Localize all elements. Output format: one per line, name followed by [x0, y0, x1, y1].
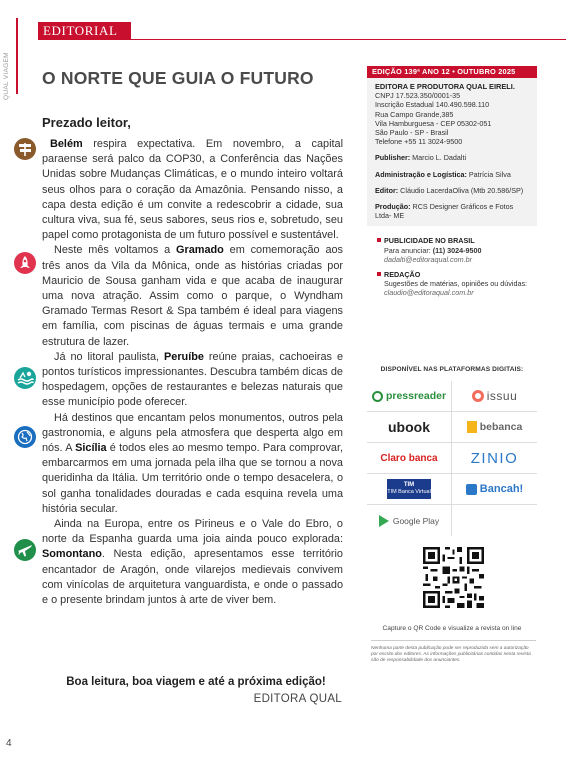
platform-empty-cell [452, 505, 537, 536]
platform-label: TIM Banca Virtual [387, 489, 431, 495]
paragraph-highlight: Gramado [176, 244, 224, 257]
paragraph-lead: Belém [50, 138, 83, 150]
greeting: Prezado leitor, [42, 115, 131, 130]
paragraph-text: Neste mês voltamos a [54, 244, 176, 257]
bebanca-icon [467, 421, 477, 433]
newsroom-heading [377, 270, 529, 279]
issuu-icon [472, 390, 484, 402]
credit-label: Produção: [375, 202, 411, 212]
platform-bancah[interactable] [452, 474, 537, 505]
platform-ubook[interactable] [367, 412, 452, 443]
airplane-icon [14, 539, 36, 561]
company-info [367, 78, 537, 226]
platform-tim-banca[interactable] [367, 474, 452, 505]
paragraph-text: Ainda na Europa, entre os Pirineus e o Vale do Ebro, o norte da Espanha guarda uma joia ainda pouco explorada: [42, 518, 343, 546]
credit-admin [375, 170, 529, 179]
credit-label: Editor: [375, 185, 399, 195]
credit-production [375, 202, 529, 220]
newsroom-block [377, 270, 529, 298]
credit-value: RCS Designer Gráficos e Fotos Ltda- ME [375, 202, 514, 221]
contact-info [367, 226, 537, 297]
platform-google-play[interactable] [367, 505, 452, 536]
newsroom-text: Sugestões de matérias, opiniões ou dúvidas: [384, 279, 528, 289]
paragraph-text: Há destinos que encantam pelos monumentos, outros pela gastronomia, e alguns pela atmosfera que desperta algo em nós. A [42, 411, 343, 455]
beach-icon [14, 367, 36, 389]
paragraph-text: . Nesta edição, apresentamos esse território encantador de Aragón, onde vilarejos medievais convivem com vinícolas de arquitetura vanguardista, e onde o passado e o presente brindam juntos à arte de viver bem. [42, 548, 343, 607]
credit-publisher [375, 153, 529, 162]
qr-code[interactable] [423, 547, 484, 608]
platform-label: Google Play [392, 515, 440, 526]
section-divider [38, 39, 566, 40]
credit-value: Patrícia Silva [466, 169, 511, 179]
platform-label: ubook [388, 419, 430, 435]
credit-value: Cláudio LacerdaOliva (Mtb 20.586/SP) [398, 185, 524, 195]
globe-icon [14, 426, 36, 448]
bancah-icon [466, 484, 477, 495]
signoff [42, 676, 342, 705]
signature: EDITORA QUAL [253, 693, 342, 705]
signpost-icon [14, 138, 36, 160]
pressreader-icon [372, 391, 383, 402]
bullet-icon [377, 272, 381, 276]
platforms-title: DISPONÍVEL NAS PLATAFORMAS DIGITAIS: [380, 366, 524, 373]
credit-value: Marcio L. Dadalti [410, 153, 467, 163]
page-title: O NORTE QUE GUIA O FUTURO [42, 68, 314, 88]
advertising-block [377, 236, 529, 264]
advertising-heading [377, 236, 529, 245]
masthead-sidebar [367, 66, 537, 304]
company-line: Telefone +55 11 3024-9500 [375, 137, 463, 147]
page-number: 4 [6, 738, 12, 749]
platform-label: bebanca [479, 421, 523, 433]
company-line: Vila Hamburguesa - CEP 05302-051 [375, 118, 492, 128]
platform-claro-banca[interactable] [367, 443, 452, 474]
paragraph-text: em comemoração aos três anos da Vila da Mônica, onde as histórias criadas por Mauricio de Sousa ganham vida e que acaba de inaugurar uma nova atração. Assim como o parque, o Wyndham Gramado Termas Resort & Spa também é ideal para viagens em família, com piscinas de águas termais e uma grande estrutura de lazer. [42, 244, 343, 348]
paragraph-text: reúne praias, cachoeiras e pontos turísticos impressionantes. Descubra também dicas de hospedagem, opções de restaurantes e belezas naturais que esse município pode oferecer. [42, 350, 344, 409]
platform-pressreader[interactable] [367, 381, 452, 412]
advertising-heading-text: PUBLICIDADE NO BRASIL [384, 236, 475, 246]
bullet-icon [377, 238, 381, 242]
closing-line: Boa leitura, boa viagem e até a próxima edição! [66, 676, 326, 688]
paragraph-highlight: Sicília [75, 442, 107, 455]
platform-label: issuu [486, 389, 518, 403]
google-play-icon [379, 515, 389, 527]
qr-caption: Capture o QR Code e visualize a revista on line [382, 625, 522, 632]
company-line: CNPJ 17.523.350/0001-35 [375, 91, 461, 101]
paragraph-gramado [42, 243, 343, 349]
paragraph-text: é todos eles ao mesmo tempo. Para comprovar, embarcarmos em uma jornada pela ilha que se tornou a nova queridinha da Itália. Um território onde o tempo desacelera, o sol ganha tonalidades douradas e cada esquina revela uma história secular. [42, 442, 343, 515]
section-label: EDITORIAL [38, 22, 131, 39]
digital-platforms [367, 366, 537, 536]
platform-bebanca[interactable] [452, 412, 537, 443]
paragraph-sicilia [42, 411, 343, 517]
company-line: São Paulo - SP - Brasil [375, 128, 449, 138]
platforms-grid [367, 381, 537, 536]
platform-label: Bancah! [479, 483, 524, 495]
paragraph-text: respira expectativa. Em novembro, a capital paraense será palco da COP30, a Conferência das Nações Unidas sobre Mudanças Climáticas, e o mundo inteiro voltará seus olhos para o coração da Amazônia. Pensando nisso, a capa desta edição é um convite a redescobrir a cidade, sua cultura viva, sua fé, seus sabores, seus rios e, sobretudo, seu papel como protagonista de um futuro possível e sustentável. [42, 138, 343, 242]
credit-label: Administração e Logística: [375, 169, 467, 179]
edition-bar: EDIÇÃO 139ª ANO 12 • OUTUBRO 2025 [367, 66, 537, 78]
tim-label: TIM [403, 482, 415, 488]
phone-label: Para anunciar: [384, 245, 433, 255]
paragraph-somontano [42, 517, 343, 608]
rocket-icon [14, 252, 36, 274]
accent-vertical-line [16, 18, 18, 94]
legal-disclaimer: Nenhuma parte desta publicação pode ser reproduzida sem a autorização por escrito dos editores. As informações publicitárias contidas nesta revista são de responsabilidade dos anunciantes. [371, 640, 536, 665]
vertical-brand-label: QUAL VIAGEM [3, 52, 10, 100]
platform-issuu[interactable] [452, 381, 537, 412]
platform-label: ZINIO [470, 449, 519, 467]
company-name: EDITORA E PRODUTORA QUAL EIRELI. [375, 82, 515, 91]
editorial-article [42, 137, 343, 608]
platform-label: pressreader [385, 390, 447, 402]
paragraph-peruibe [42, 350, 343, 411]
advertising-email[interactable]: dadalti@editoraqual.com.br [384, 254, 473, 264]
tim-logo-box [387, 479, 431, 499]
phone-value: (11) 3024-9500 [432, 245, 482, 255]
newsroom-email[interactable]: claudio@editoraqual.com.br [384, 288, 474, 298]
platform-label: Claro banca [380, 452, 438, 464]
credit-editor [375, 186, 529, 195]
newsroom-heading-text: REDAÇÃO [384, 270, 421, 280]
paragraph-highlight: Peruíbe [164, 350, 204, 363]
company-line: Rua Campo Grande,385 [375, 109, 454, 119]
paragraph-text: Já no litoral paulista, [54, 350, 164, 363]
credit-label: Publisher: [375, 153, 411, 163]
platform-zinio[interactable] [452, 443, 537, 474]
company-line: Inscrição Estadual 140.490.598.110 [375, 100, 490, 110]
paragraph-belem [42, 137, 343, 243]
advertising-phone [377, 246, 529, 255]
paragraph-highlight: Somontano [42, 548, 102, 561]
